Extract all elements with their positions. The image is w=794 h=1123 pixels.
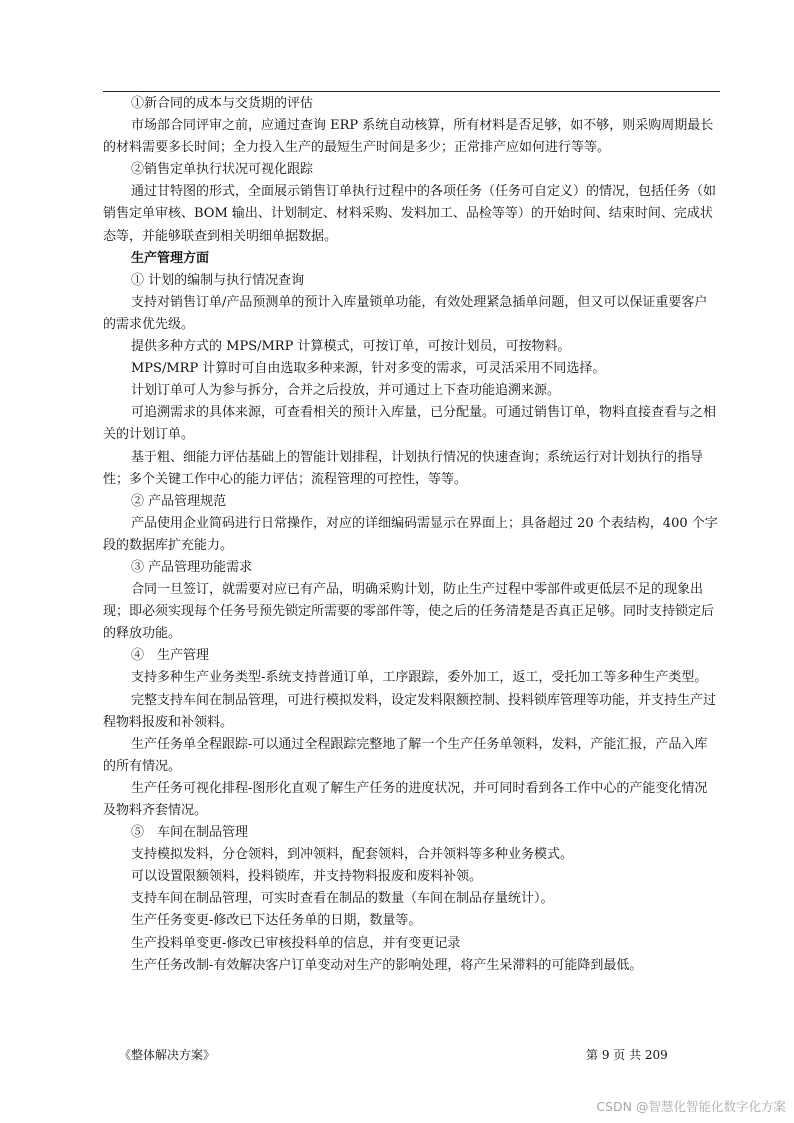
subsection-heading: ① 计划的编制与执行情况查询 bbox=[131, 272, 305, 288]
subsection-heading: ② 产品管理规范 bbox=[131, 493, 227, 509]
section-heading: 生产管理方面 bbox=[131, 250, 210, 266]
paragraph: 可追溯需求的具体来源，可查看相关的预计入库量，已分配量。可通过销售订单，物料直接查看与之相关的计划订单。 bbox=[103, 405, 717, 443]
paragraph: 完整支持车间在制品管理，可进行模拟发料，设定发料限额控制、投料锁库管理等功能，并支持生产过程物料报废和补领料。 bbox=[103, 692, 717, 730]
paragraph: 提供多种方式的 MPS/MRP 计算模式，可按订单，可按计划员，可按物料。 bbox=[131, 339, 571, 355]
paragraph: 支持车间在制品管理，可实时查看在制品的数量（车间在制品存量统计）。 bbox=[131, 891, 554, 907]
paragraph: 支持多种生产业务类型-系统支持普通订单，工序跟踪，委外加工，返工，受托加工等多种生产类型。 bbox=[131, 670, 708, 686]
header-rule bbox=[103, 91, 720, 92]
paragraph: 支持对销售订单/产品预测单的预计入库量锁单功能，有效处理紧急插单问题，但又可以保证重要客户的需求优先级。 bbox=[103, 294, 708, 332]
paragraph: 支持模拟发料，分仓领料，到冲领料，配套领料，合并领料等多种业务模式。 bbox=[131, 847, 574, 863]
paragraph: 合同一旦签订，就需要对应已有产品，明确采购计划，防止生产过程中零部件或更低层不足的现象出现；即必须实现每个任务号预先锁定所需要的零部件等，使之后的任务清楚是否真正足够。同时支持锁定后的释放功能。 bbox=[103, 582, 715, 642]
subsection-heading: ③ 产品管理功能需求 bbox=[131, 559, 253, 575]
paragraph: 通过甘特图的形式，全面展示销售订单执行过程中的各项任务（任务可自定义）的情况，包括任务（如销售定单审核、BOM 输出、计划制定、材料采购、发料加工、品检等等）的开始时间、结束时间、完成状态等，并能够联查到相关明细单据数据。 bbox=[103, 184, 717, 244]
paragraph: 可以设置限额领料，投料锁库，并支持物料报废和废料补领。 bbox=[131, 869, 483, 885]
watermark: CSDN @智慧化智能化数字化方案 bbox=[596, 1099, 786, 1114]
paragraph: MPS/MRP 计算时可自由选取多种来源，针对多变的需求，可灵活采用不同选择。 bbox=[131, 361, 606, 377]
paragraph: 生产任务改制-有效解决客户订单变动对生产的影响处理，将产生呆滞料的可能降到最低。 bbox=[131, 957, 643, 973]
paragraph: 市场部合同评审之前，应通过查询 ERP 系统自动核算，所有材料是否足够，如不够，则采购周期最长的材料需要多长时间；全力投入生产的最短生产时间是多少；正常排产应如何进行等等。 bbox=[103, 118, 714, 156]
paragraph: 生产投料单变更-修改已审核投料单的信息，并有变更记录 bbox=[131, 935, 461, 951]
footer-page-number: 第 9 页 共 209 bbox=[586, 1048, 668, 1062]
paragraph: ②销售定单执行状况可视化跟踪 bbox=[131, 162, 314, 178]
footer-doc-title: 《整体解决方案》 bbox=[119, 1048, 216, 1062]
paragraph: 生产任务单全程跟踪-可以通过全程跟踪完整地了解一个生产任务单领料，发料，产能汇报，产品入库的所有情况。 bbox=[103, 736, 708, 774]
paragraph: 生产任务可视化排程-图形化直观了解生产任务的进度状况，并可同时看到各工作中心的产能变化情况及物料齐套情况。 bbox=[103, 780, 708, 818]
paragraph: 计划订单可人为参与拆分，合并之后投放，并可通过上下查功能追溯来源。 bbox=[131, 383, 561, 399]
paragraph: ①新合同的成本与交货期的评估 bbox=[131, 96, 314, 111]
paragraph: 生产任务变更-修改已下达任务单的日期，数量等。 bbox=[131, 913, 422, 929]
paragraph: 产品使用企业简码进行日常操作，对应的详细编码需显示在界面上；具备超过 20 个表结构，400 个字段的数据库扩充能力。 bbox=[103, 515, 718, 553]
subsection-heading: ⑤ 车间在制品管理 bbox=[131, 825, 249, 841]
subsection-heading: ④ 生产管理 bbox=[131, 648, 210, 664]
paragraph: 基于粗、细能力评估基础上的智能计划排程，计划执行情况的快速查询；系统运行对计划执行的指导性；多个关键工作中心的能力评估；流程管理的可控性，等等。 bbox=[103, 449, 704, 487]
document-body bbox=[103, 93, 720, 977]
